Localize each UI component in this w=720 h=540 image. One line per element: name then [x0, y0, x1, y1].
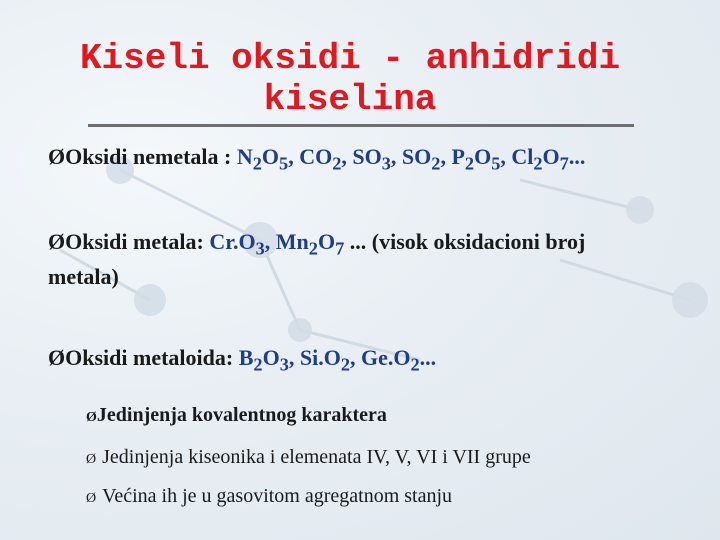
arrow-bullet-icon: Ø [48, 345, 66, 370]
item-label: Oksidi metaloida: [65, 345, 239, 370]
arrow-bullet-icon: Ø [86, 452, 97, 467]
item-suffix: ... (visok oksidacioni broj [344, 229, 586, 254]
formula: $Cr.O_3$, $Mn_2O_7$ [209, 229, 345, 259]
arrow-bullet-icon: Ø [86, 491, 97, 506]
bullet-item-metalloid-oxides [48, 345, 436, 375]
slide-title: Kiseli oksidi - anhidridi kiselina [79, 38, 621, 120]
bullet-item-nonmetal-oxides [48, 144, 585, 174]
item-label: Oksidi metala: [65, 229, 210, 254]
title-divider [88, 124, 634, 127]
item-label: Oksidi nemetala : [65, 144, 237, 169]
sub-item-text: Većina ih je u gasovitom agregatnom stanju [102, 485, 453, 507]
arrow-bullet-icon: Ø [86, 410, 97, 425]
sub-item-text: Jedinjenja kovalentnog karaktera [96, 404, 387, 426]
bullet-item-continuation: metala) [48, 264, 119, 289]
arrow-bullet-icon: Ø [48, 229, 66, 254]
sub-bullet-elements [86, 446, 531, 469]
sub-bullet-covalent [86, 404, 387, 427]
bullet-item-metal-oxides [48, 229, 585, 259]
sub-bullet-gaseous [86, 485, 452, 508]
formula: $N_2O_5$, $CO_2$, $SO_3$, $SO_2$, $P_2O_5$, $Cl_2O_7$... [236, 144, 586, 174]
sub-item-text: Jedinjenja kiseonika i elemenata IV, V, VI i VII grupe [102, 446, 531, 468]
formula: $B_2O_3$, $Si.O_2$, $Ge.O_2$... [238, 345, 437, 375]
arrow-bullet-icon: Ø [48, 144, 66, 169]
